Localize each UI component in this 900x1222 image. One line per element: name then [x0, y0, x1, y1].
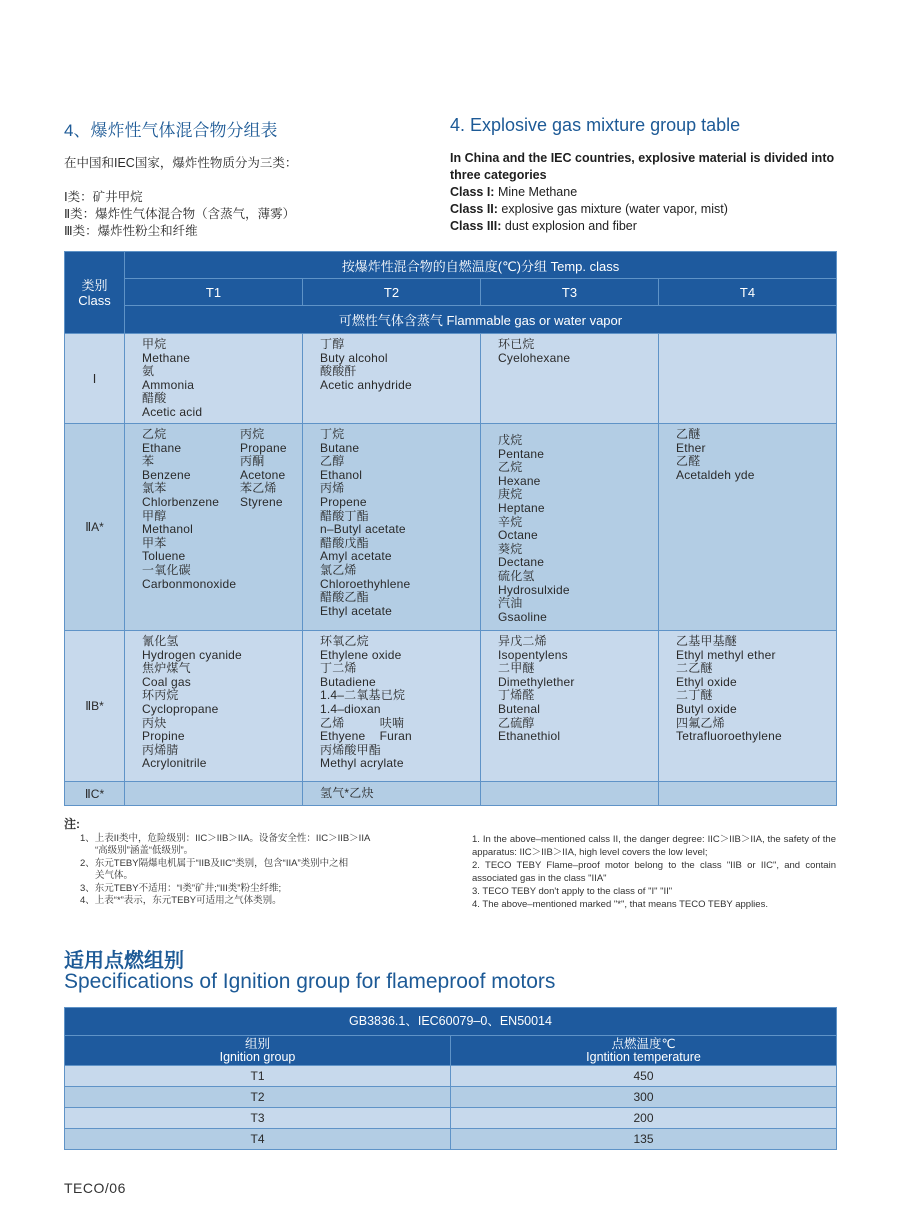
class-cell: ⅡC*	[65, 782, 125, 806]
ignition-group: T2	[65, 1087, 451, 1108]
flammable-subheader: 可燃性气体含蒸气 Flammable gas or water vapor	[125, 306, 837, 334]
note-en-1: 1. In the above–mentioned calss II, the danger degree: IIC＞IIB＞IIA, the safety of the apparatus: IIC＞IIB＞IIA, high level covers the low level;	[472, 834, 836, 858]
gas-cell-t3	[481, 782, 659, 806]
gas-cell-t3: 戊烷 Pentane 乙烷 Hexane 庚烷 Heptane 辛烷 Octane 葵烷 Dectane 硫化氢 Hydrosulxide 汽油 Gsaoline	[481, 424, 659, 631]
gas-cell-t2: 丁醇 Buty alcohol 酸酸酐 Acetic anhydride	[303, 334, 481, 424]
ignition-temp: 300	[451, 1087, 837, 1108]
notes-en	[472, 833, 836, 911]
class-cell: Ⅰ	[65, 334, 125, 424]
note-cn-4: 4、上表“*”表示，东元TEBY可适用之气体类别。	[80, 895, 282, 906]
notes-cn: 注: 1、上表II类中，危险级别：IIC＞IIB＞IIA。设备安全性：IIC＞IIB＞IIA “高级别”涵盖“低级别”。 2、东元TEBY隔爆电机属于“IIB及IIC”类别，包含“IIA”类别中之相 关气体。 3、东元TEBY不适用：“I类”矿井;“III类”粉尘纤维; 4、上表“*”表示，东元TEBY可适用之气体类别。	[64, 818, 454, 908]
temp-class-header: 按爆炸性混合物的自燃温度(℃)分组 Temp. class	[125, 252, 837, 279]
ignition-row	[65, 1087, 837, 1108]
temp-t1-header: T1	[125, 279, 303, 306]
temp-t4-header: T4	[659, 279, 837, 306]
class-header: 类别 Class	[65, 252, 125, 334]
gas-cell-t3: 异戊二烯 Isopentylens 二甲醚 Dimethylether 丁烯醛 Butenal 乙硫醇 Ethanethiol	[481, 631, 659, 782]
class-cell: ⅡB*	[65, 631, 125, 782]
class-1-en: Class I: Mine Methane	[450, 185, 578, 199]
ignition-row	[65, 1108, 837, 1129]
gas-cell-t4	[659, 782, 837, 806]
gas-cell-t1	[125, 782, 303, 806]
class-cell: ⅡA*	[65, 424, 125, 631]
page-footer: TECO/06	[64, 1180, 126, 1196]
ignition-group: T4	[65, 1129, 451, 1150]
spec-title-en: Specifications of Ignition group for flameproof motors	[64, 970, 556, 993]
note-en-4: 4. The above–mentioned marked "*", that means TECO TEBY applies.	[472, 899, 768, 910]
gas-cell-t4: 乙醚 Ether 乙醛 Acetaldeh yde	[659, 424, 837, 631]
ignition-table	[64, 1007, 837, 1150]
ignition-temp-header: 点燃温度℃ Igntition temperature	[451, 1036, 837, 1066]
gas-cell-t1: 乙烷 Ethane 苯 Benzene 氯苯 Chlorbenzene 甲醇 Methanol 甲苯 Toluene 一氧化碳 Carbonmonoxide 丙烷 Propane 丙酮 Acetone 苯乙烯 Styrene	[125, 424, 303, 631]
note-cn-3: 3、东元TEBY不适用：“I类”矿井;“III类”粉尘纤维;	[80, 882, 282, 894]
note-en-3: 3. TECO TEBY don't apply to the class of "I" "II"	[472, 886, 673, 897]
gas-cell-t4: 乙基甲基醚 Ethyl methyl ether 二乙醚 Ethyl oxide 二丁醚 Butyl oxide 四氟乙烯 Tetrafluoroethylene	[659, 631, 837, 782]
gas-cell-t1: 甲烷 Methane 氨 Ammonia 醋酸 Acetic acid	[125, 334, 303, 424]
notes-title: 注:	[64, 817, 80, 831]
class-2-cn: Ⅱ类：爆炸性气体混合物（含蒸气，薄雾）	[64, 207, 296, 221]
note-cn-1: 1、上表II类中，危险级别：IIC＞IIB＞IIA。设备安全性：IIC＞IIB＞IIA	[80, 832, 371, 844]
ignition-temp: 450	[451, 1066, 837, 1087]
lead-cn: 在中国和IEC国家，爆炸性物质分为三类：	[64, 156, 298, 170]
intro-en	[450, 115, 850, 235]
ignition-group-header: 组别 Ignition group	[65, 1036, 451, 1066]
class-2-en: Class II: explosive gas mixture (water vapor, mist)	[450, 202, 728, 216]
intro-cn	[64, 116, 444, 240]
ignition-row	[65, 1066, 837, 1087]
heading-cn: 4、爆炸性气体混合物分组表	[64, 121, 278, 140]
gas-table-row	[65, 631, 837, 782]
gas-cell-t2: 环氧乙烷 Ethylene oxide 丁二烯 Butadiene 1.4–二氧基已烷 1.4–dioxan 乙烯 呋喃 Ethyene Furan 丙烯酸甲酯 Methyl acrylate	[303, 631, 481, 782]
spec-title-cn: 适用点燃组别	[64, 950, 184, 972]
standards-header: GB3836.1、IEC60079–0、EN50014	[65, 1008, 837, 1036]
class-1-cn: Ⅰ类：矿井甲烷	[64, 190, 143, 204]
ignition-group: T1	[65, 1066, 451, 1087]
ignition-row	[65, 1129, 837, 1150]
gas-table-row	[65, 782, 837, 806]
gas-table-row	[65, 424, 837, 631]
heading-en: 4. Explosive gas mixture group table	[450, 115, 741, 135]
note-en-2: 2. TECO TEBY Flame–proof motor belong to the class "IIB or IIC", and contain associated gas in the class "IIA"	[472, 860, 836, 884]
temp-t2-header: T2	[303, 279, 481, 306]
ignition-temp: 135	[451, 1129, 837, 1150]
temp-t3-header: T3	[481, 279, 659, 306]
gas-cell-t2: 氢气*乙炔	[303, 782, 481, 806]
gas-cell-t3: 环已烷 Cyelohexane	[481, 334, 659, 424]
gas-cell-t1: 氰化氢 Hydrogen cyanide 焦炉煤气 Coal gas 环丙烷 Cyclopropane 丙炔 Propine 丙烯腈 Acrylonitrile	[125, 631, 303, 782]
gas-group-table	[64, 251, 837, 806]
ignition-group: T3	[65, 1108, 451, 1129]
note-cn-2: 2、东元TEBY隔爆电机属于“IIB及IIC”类别，包含“IIA”类别中之相	[80, 857, 349, 869]
class-3-en: Class III: dust explosion and fiber	[450, 219, 637, 233]
gas-cell-t2: 丁烷 Butane 乙醇 Ethanol 丙烯 Propene 醋酸丁酯 n–Butyl acetate 醋酸戊酯 Amyl acetate 氯乙烯 Chloroethyhlene 醋酸乙酯 Ethyl acetate	[303, 424, 481, 631]
gas-cell-t4	[659, 334, 837, 424]
gas-table-row	[65, 334, 837, 424]
lead-en: In China and the IEC countries, explosive material is divided into three categories	[450, 151, 835, 182]
class-3-cn: Ⅲ类：爆炸性粉尘和纤维	[64, 224, 198, 238]
ignition-temp: 200	[451, 1108, 837, 1129]
